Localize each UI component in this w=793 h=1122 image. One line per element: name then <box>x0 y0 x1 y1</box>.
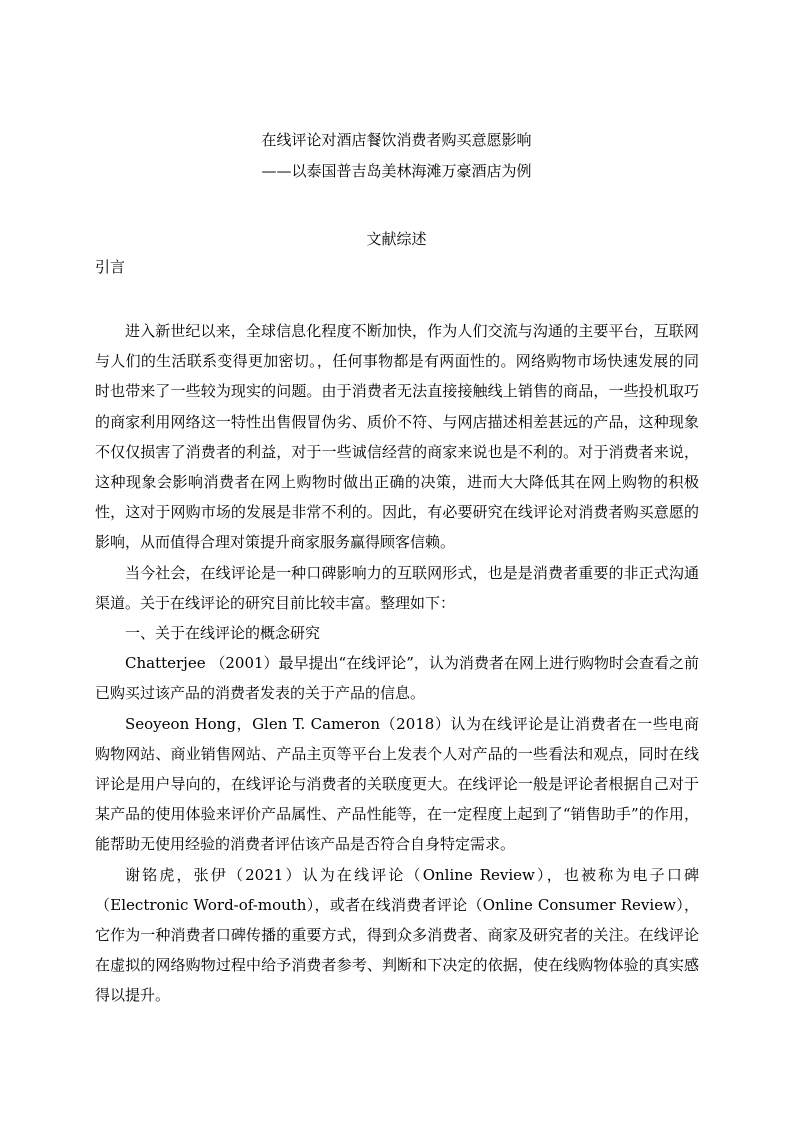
paragraph-hong-cameron: Seoyeon Hong，Glen T. Cameron（2018）认为在线评论是让消费者在一些电商购物网站、商业销售网站、产品主页等平台上发表个人对产品的一些看法和观点，同时在线评论是用户导向的，在线评论与消费者的关联度更大。在线评论一般是评论者根据自己对于某产品的使用体验来评价产品属性、产品性能等，在一定程度上起到了“销售助手”的作用，能帮助无使用经验的消费者评估该产品是否符合自身特定需求。 <box>95 714 699 854</box>
document-subtitle: ——以泰国普吉岛美林海滩万豪酒店为例 <box>261 162 532 180</box>
document-title: 在线评论对酒店餐饮消费者购买意愿影响 <box>261 131 532 149</box>
paragraph-xie-zhang: 谢铭虎，张伊（2021）认为在线评论（Online Review），也被称为电子口碑（Electronic Word-of-mouth），或者在线消费者评论（Online Consumer Review），它作为一种消费者口碑传播的重要方式，得到众多消费者、商家及研究者的关注。在线评论在虚拟的网络购物过程中给予消费者参考、判断和下决定的依据，使在线购物体验的真实感得以提升。 <box>95 865 699 1005</box>
paragraph-intro: 进入新世纪以来，全球信息化程度不断加快，作为人们交流与沟通的主要平台，互联网与人们的生活联系变得更加密切。，任何事物都是有两面性的。网络购物市场快速发展的同时也带来了一些较为现实的问题。由于消费者无法直接接触线上销售的商品，一些投机取巧的商家利用网络这一特性出售假冒伪劣、质价不符、与网店描述相差甚远的产品，这种现象不仅仅损害了消费者的利益，对于一些诚信经营的商家来说也是不利的。对于消费者来说，这种现象会影响消费者在网上购物时做出正确的决策，进而大大降低其在网上购物的积极性，这对于网购市场的发展是非常不利的。因此，有必要研究在线评论对消费者购买意愿的影响，从而值得合理对策提升商家服务赢得顾客信赖。 <box>95 322 699 552</box>
paragraph-chatterjee: Chatterjee （2001）最早提出“在线评论”，认为消费者在网上进行购物时会查看之前已购买过该产品的消费者发表的关于产品的信息。 <box>95 654 699 703</box>
paragraph-summary: 当今社会，在线评论是一种口碑影响力的互联网形式，也是是消费者重要的非正式沟通渠道。关于在线评论的研究目前比较丰富。整理如下： <box>95 563 699 612</box>
document-body <box>95 316 699 1011</box>
intro-heading: 引言 <box>95 258 126 276</box>
subsection-heading: 一、关于在线评论的概念研究 <box>125 624 321 643</box>
section-title: 文献综述 <box>366 230 427 248</box>
